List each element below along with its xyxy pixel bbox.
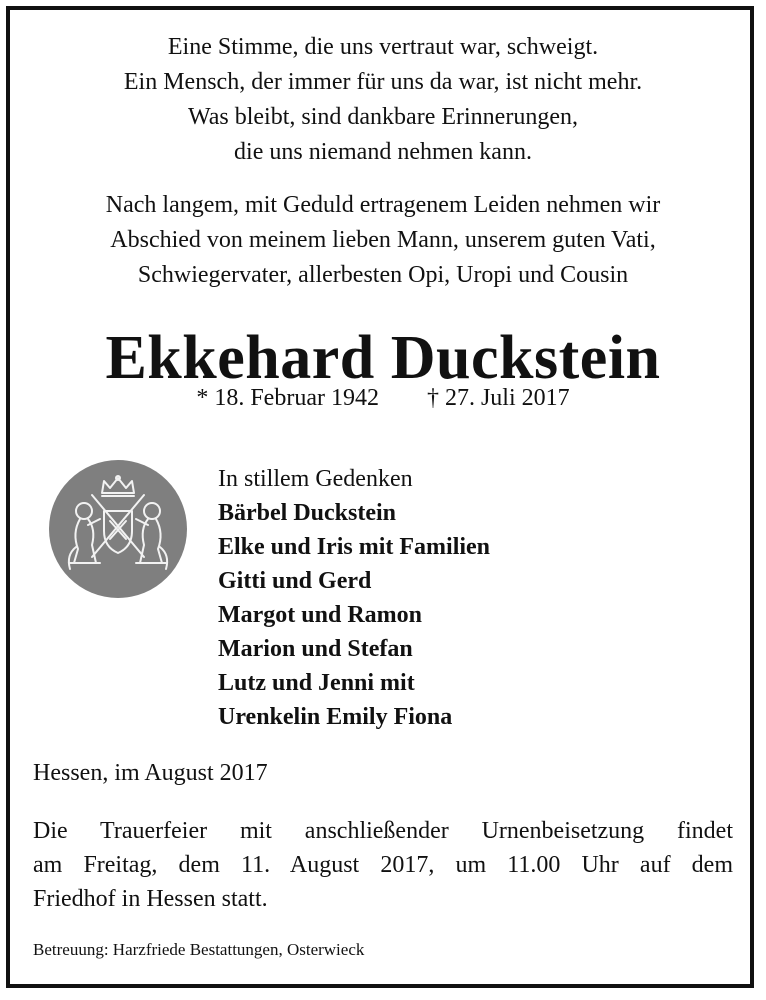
poem-line: Was bleibt, sind dankbare Erinnerungen, [188, 104, 578, 130]
funeral-announcement [33, 814, 733, 916]
mourners-heading: In stillem Gedenken [218, 466, 413, 492]
mourners-list [218, 462, 490, 734]
mourner-name: Gitti und Gerd [218, 568, 372, 594]
poem-line: die uns niemand nehmen kann. [234, 139, 532, 165]
mourner-name: Bärbel Duckstein [218, 500, 397, 526]
birth-date: * 18. Februar 1942 [196, 385, 379, 411]
announcement-line: Friedhof in Hessen statt. [33, 886, 268, 912]
poem-line: Eine Stimme, die uns vertraut war, schweigt. [167, 34, 599, 60]
announcement-line: Die Trauerfeier mit anschließender Urnenbeisetzung findet [33, 818, 733, 844]
funeral-home-note: Betreuung: Harzfriede Bestattungen, Osterwieck [33, 940, 365, 959]
mourner-name: Urenkelin Emily Fiona [218, 704, 453, 730]
mourner-name: Lutz und Jenni mit [218, 670, 415, 696]
farewell-text [0, 188, 766, 293]
mourner-name: Margot und Ramon [218, 602, 423, 628]
poem-line: Ein Mensch, der immer für uns da war, ist nicht mehr. [123, 69, 643, 95]
farewell-line: Abschied von meinem lieben Mann, unserem guten Vati, [110, 227, 656, 253]
place-and-date: Hessen, im August 2017 [33, 760, 268, 786]
mourner-name: Marion und Stefan [218, 636, 413, 662]
mourner-name: Elke und Iris mit Familien [218, 534, 491, 560]
announcement-line: am Freitag, dem 11. August 2017, um 11.00 Uhr auf dem [33, 852, 733, 878]
memorial-poem [0, 30, 766, 170]
coat-of-arms-lions-crown-icon [48, 459, 188, 599]
life-dates [0, 382, 766, 414]
death-date: † 27. Juli 2017 [426, 385, 570, 411]
deceased-name: Ekkehard Duckstein [105, 324, 661, 392]
farewell-line: Nach langem, mit Geduld ertragenem Leiden nehmen wir [105, 192, 661, 218]
farewell-line: Schwiegervater, allerbesten Opi, Uropi und Cousin [137, 262, 629, 288]
